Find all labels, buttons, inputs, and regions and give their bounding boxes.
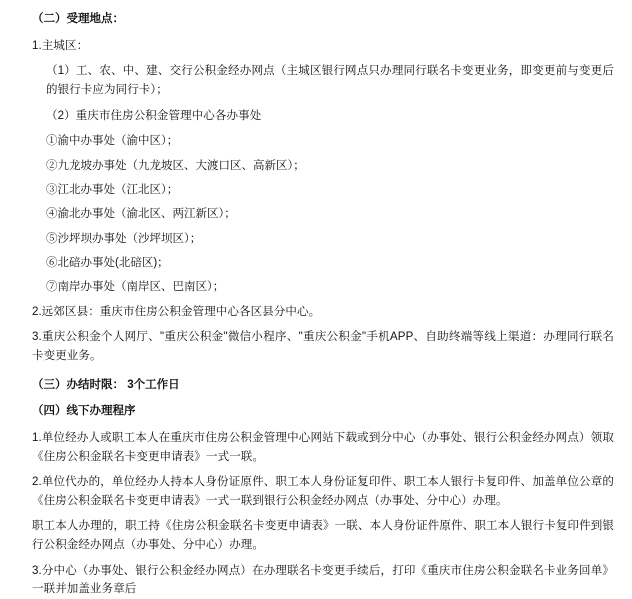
paragraph-procedure-step-1: 1.单位经办人或职工本人在重庆市住房公积金管理中心网站下载或到分中心（办事处、银行公积金经办网点）领取《住房公积金联名卡变更申请表》一式一联。 (32, 431, 614, 463)
paragraph-procedure-step-3: 职工本人办理的，职工持《住房公积金联名卡变更申请表》一联、本人身份证件原件、职工本人银行卡复印件到银行公积金经办网点（办事处、分中心）办理。 (32, 520, 614, 552)
paragraph-urban-area-label: 1.主城区： (32, 39, 89, 52)
section-heading-offline-procedure: （四）线下办理程序 (32, 405, 136, 418)
paragraph-remote-districts: 2.远郊区县：重庆市住房公积金管理中心各区县分中心。 (32, 305, 321, 318)
list-item-office-jiangbei: ③江北办事处（江北区）； (46, 183, 179, 196)
paragraph-fund-center-offices: （2）重庆市住房公积金管理中心各办事处 (46, 109, 262, 122)
list-item-office-shapingba: ⑤沙坪坝办事处（沙坪坝区）； (46, 232, 202, 245)
list-item-office-yubei: ④渝北办事处（渝北区、两江新区）； (46, 208, 236, 221)
paragraph-procedure-step-2: 2.单位代办的，单位经办人持本人身份证原件、职工本人身份证复印件、职工本人银行卡复印件、加盖单位公章的《住房公积金联名卡变更申请表》一式一联到银行公积金经办网点（办事处、分中心）办理。 (32, 476, 614, 507)
section-heading-acceptance-location: （二）受理地点： (32, 13, 124, 25)
list-item-office-nanan: ⑦南岸办事处（南岸区、巴南区）； (46, 281, 225, 294)
paragraph-procedure-step-4: 3.分中心（办事处、银行公积金经办网点）在办理联名卡变更手续后，打印《重庆市住房公积金联名卡业务回单》一联并加盖业务章后 (32, 564, 614, 596)
list-item-office-beibei: ⑥北碚办事处(北碚区)； (46, 257, 169, 270)
paragraph-online-channels: 3.重庆公积金个人网厅、"重庆公积金"微信小程序、"重庆公积金"手机APP、自助终端等线上渠道：办理同行联名卡变更业务。 (32, 331, 614, 363)
list-item-office-jiulongpo: ②九龙坡办事处（九龙坡区、大渡口区、高新区）； (46, 159, 305, 172)
section-heading-processing-time: （三）办结时限： 3个工作日 (32, 378, 180, 391)
paragraph-bank-network: （1）工、农、中、建、交行公积金经办网点（主城区银行网点只办理同行联名卡变更业务，即变更前与变更后的银行卡应为同行卡）； (46, 65, 614, 96)
list-item-office-yuzhong: ①渝中办事处（渝中区）； (46, 135, 179, 148)
